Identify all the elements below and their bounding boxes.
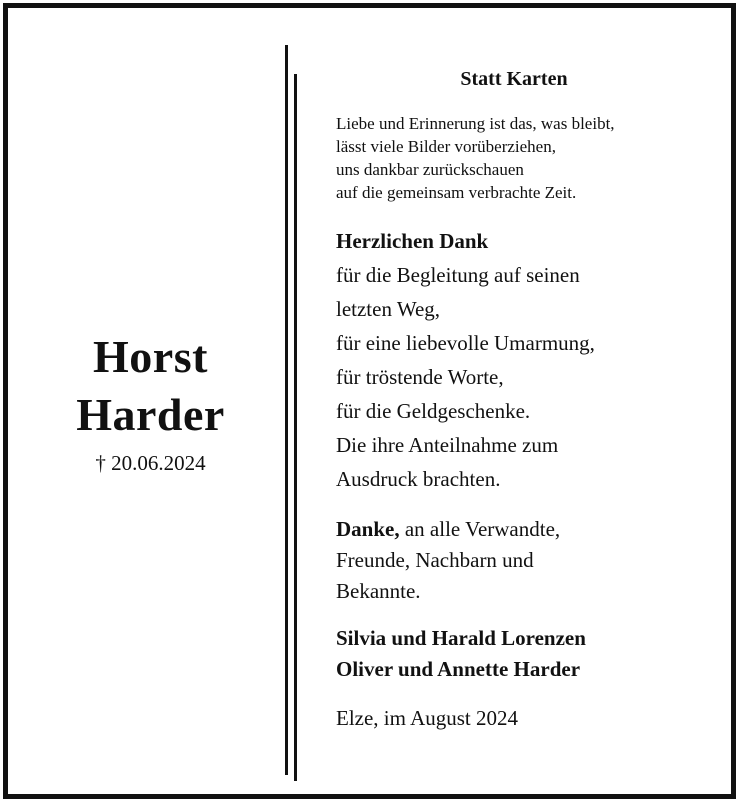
thanks-line: Die ihre Anteilnahme zum <box>336 433 559 457</box>
signer-line: Oliver und Annette Harder <box>336 657 581 681</box>
signer-line: Silvia und Harald Lorenzen <box>336 626 586 650</box>
danke-line: Bekannte. <box>336 579 421 603</box>
thanks-line: für eine liebevolle Umarmung, <box>336 331 595 355</box>
danke-rest: an alle Verwandte, <box>399 517 561 541</box>
death-date: † 20.06.2024 <box>95 451 206 475</box>
poem-line: uns dankbar zurückschauen <box>336 160 524 179</box>
divider-line-right <box>294 74 297 781</box>
thanks-line: für tröstende Worte, <box>336 365 504 389</box>
poem-line: auf die gemeinsam verbrachte Zeit. <box>336 183 577 202</box>
poem <box>336 112 716 204</box>
thanks-line: letzten Weg, <box>336 297 441 321</box>
thanks-section <box>336 224 716 496</box>
thanks-line: Ausdruck brachten. <box>336 467 501 491</box>
thanks-heading: Herzlichen Dank <box>336 229 489 253</box>
poem-line: Liebe und Erinnerung ist das, was bleibt, <box>336 114 615 133</box>
divider-line-left <box>285 45 288 775</box>
danke-section <box>336 514 716 607</box>
poem-line: lässt viele Bilder vorüberziehen, <box>336 137 556 156</box>
danke-first-line <box>336 514 716 545</box>
danke-word: Danke, <box>336 517 400 541</box>
signers <box>336 623 716 685</box>
deceased-first-name: Horst <box>93 331 208 382</box>
thanks-line: für die Begleitung auf seinen <box>336 263 580 287</box>
notice-text <box>336 66 716 735</box>
thanks-line: für die Geldgeschenke. <box>336 399 531 423</box>
place-date: Elze, im August 2024 <box>336 706 518 730</box>
notice-heading: Statt Karten <box>460 68 568 90</box>
deceased-block <box>48 328 253 476</box>
deceased-last-name: Harder <box>76 389 225 440</box>
notice-frame <box>3 3 736 799</box>
danke-line: Freunde, Nachbarn und <box>336 548 534 572</box>
